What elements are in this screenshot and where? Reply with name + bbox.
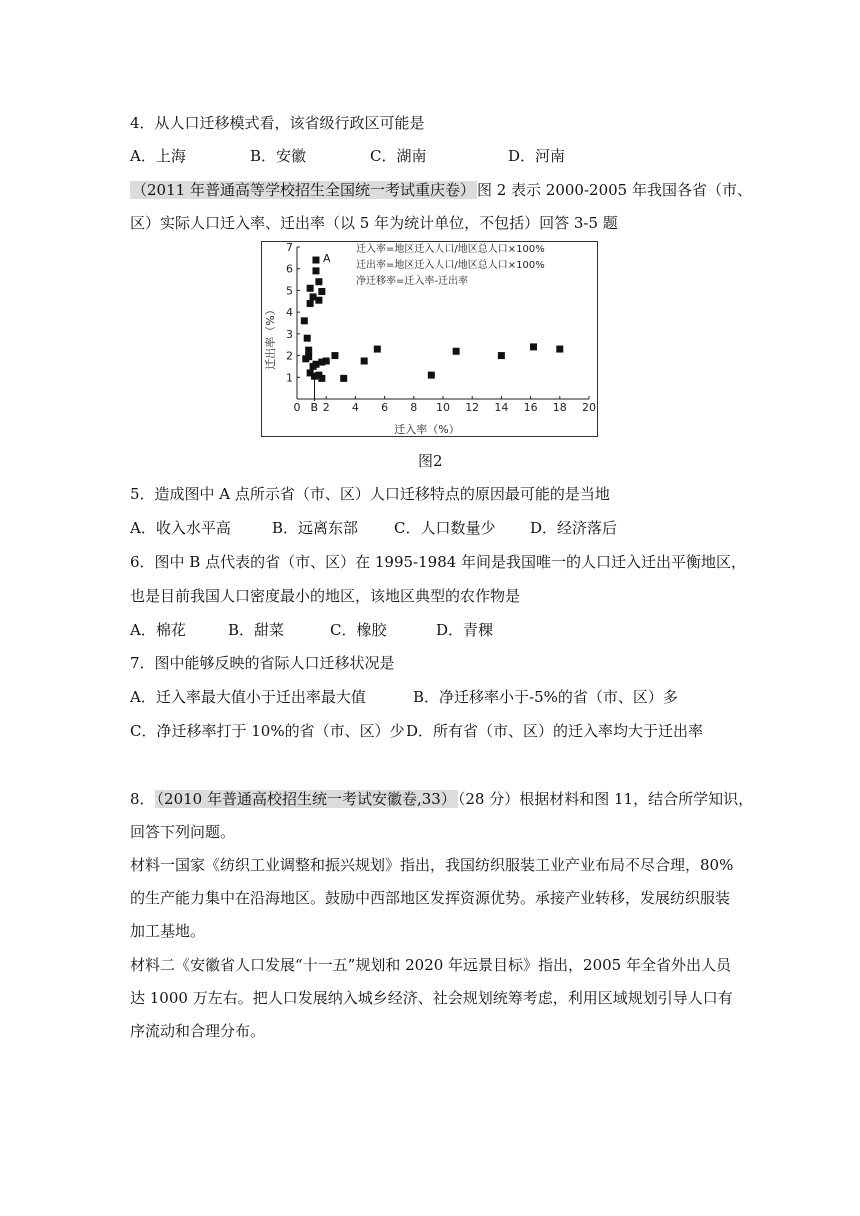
material-2-line2: 达 1000 万左右。把人口发展纳入城乡经济、社会规划统筹考虑，利用区域规划引导人口有 <box>130 989 733 1007</box>
q5-options <box>130 518 730 538</box>
figure-caption: 图2 <box>418 452 443 470</box>
q7-option-c: C．净迁移率打于 10%的省（市、区）少 <box>130 722 405 740</box>
q6-option-d: D．青稞 <box>436 621 494 639</box>
data-point <box>361 358 368 365</box>
data-point <box>315 278 322 285</box>
x-tick-label: 14 <box>494 401 509 414</box>
q8-number: 8． <box>130 790 155 808</box>
note-line-3: 净迁移率=迁入率-迁出率 <box>356 276 468 287</box>
q7-options-row1 <box>130 687 730 707</box>
data-point <box>556 346 563 353</box>
note-line-2: 迁出率=地区迁入人口/地区总人口×100% <box>356 260 545 271</box>
q8-source-tag: （2010 年普通高校招生统一考试安徽卷,33） <box>156 790 456 808</box>
data-point <box>307 285 314 292</box>
annotation-b: B <box>310 401 319 414</box>
data-point <box>498 352 505 359</box>
source-2011-line1 <box>130 180 752 200</box>
q8-line1 <box>130 789 753 809</box>
data-point <box>331 352 338 359</box>
source-2011-tag: （2011 年普通高等学校招生全国统一考试重庆卷） <box>132 181 475 199</box>
q4-option-a: A．上海 <box>130 147 186 165</box>
x-tick-label: 20 <box>582 401 596 414</box>
x-tick-label: 0 <box>293 401 301 414</box>
q4-option-c: C．湖南 <box>370 147 427 165</box>
data-point <box>312 257 319 264</box>
y-tick-label: 5 <box>286 284 293 298</box>
q4-option-b: B．安徽 <box>250 147 307 165</box>
material-1-line1: 材料一国家《纺织工业调整和振兴规划》指出，我国纺织服装工业产业布局不尽合理，80% <box>130 856 734 874</box>
x-tick-label: 10 <box>436 401 450 414</box>
q7-stem: 7．图中能够反映的省际人口迁移状况是 <box>130 654 395 672</box>
q4-stem: 4．从人口迁移模式看，该省级行政区可能是 <box>130 114 425 132</box>
y-tick-label: 3 <box>286 327 293 341</box>
data-point <box>530 343 537 350</box>
q7-options-row2 <box>130 721 730 741</box>
data-point <box>301 317 308 324</box>
q6-line1: 6．图中 B 点代表的省（市、区）在 1995-1984 年间是我国唯一的人口迁入迁出平衡地区， <box>130 553 747 571</box>
q7-option-d: D．所有省（市、区）的迁入率均大于迁出率 <box>406 722 704 740</box>
q8-line2: 回答下列问题。 <box>130 823 236 841</box>
material-1-line2: 的生产能力集中在沿海地区。鼓励中西部地区发挥资源优势。承接产业转移，发展纺织服装 <box>130 889 731 907</box>
material-1-line3: 加工基地。 <box>130 922 206 940</box>
q5-option-c: C．人口数量少 <box>394 519 496 537</box>
q4-options <box>130 146 730 166</box>
data-point <box>453 348 460 355</box>
data-point <box>305 347 312 354</box>
y-tick-label: 7 <box>286 242 293 254</box>
material-2-line1: 材料二《安徽省人口发展“十一五”规划和 2020 年远景目标》指出，2005 年全省外出人员 <box>130 956 731 974</box>
material-2-line3: 序流动和合理分布。 <box>130 1022 266 1040</box>
q7-option-a: A．迁入率最大值小于迁出率最大值 <box>130 688 366 706</box>
scatter-plot <box>262 242 597 436</box>
q5-option-b: B．远离东部 <box>272 519 359 537</box>
x-tick-label: 8 <box>410 401 418 414</box>
q6-options <box>130 620 730 640</box>
note-line-1: 迁入率=地区迁入人口/地区总人口×100% <box>356 244 545 255</box>
y-tick-label: 6 <box>286 262 293 276</box>
data-point <box>374 346 381 353</box>
y-tick-label: 1 <box>286 371 293 385</box>
data-point <box>340 375 347 382</box>
q8-rest: （28 分）根据材料和图 11，结合所学知识， <box>457 790 754 808</box>
x-tick-label: 12 <box>465 401 480 414</box>
y-tick-label: 4 <box>286 306 293 320</box>
q6-line2: 也是目前我国人口密度最小的地区，该地区典型的农作物是 <box>130 587 521 605</box>
x-tick-label: 18 <box>552 401 567 414</box>
q4-option-d: D．河南 <box>508 147 566 165</box>
x-tick-label: 2 <box>322 401 330 414</box>
x-tick-label: 6 <box>381 401 389 414</box>
q6-option-a: A．棉花 <box>130 621 186 639</box>
q5-option-a: A．收入水平高 <box>130 519 231 537</box>
q6-option-b: B．甜菜 <box>228 621 285 639</box>
x-tick-label: 16 <box>523 401 538 414</box>
annotation-a: A <box>322 252 331 266</box>
source-2011-line2: 区）实际人口迁入率、迁出率（以 5 年为统计单位，不包括）回答 3-5 题 <box>130 214 618 232</box>
data-point <box>304 335 311 342</box>
data-point <box>318 288 325 295</box>
data-point <box>307 300 314 307</box>
source-2011-rest: 图 2 表示 2000-2005 年我国各省（市、 <box>476 181 752 199</box>
y-tick-label: 2 <box>286 349 293 363</box>
q6-option-c: C．橡胶 <box>330 621 387 639</box>
data-point <box>428 372 435 379</box>
x-tick-label: 4 <box>351 401 359 414</box>
x-axis-label: 迁入率（%） <box>394 423 460 436</box>
data-point <box>312 267 319 274</box>
data-point <box>318 375 325 382</box>
data-point <box>323 358 330 365</box>
y-axis-label: 迁出率（%） <box>264 304 277 370</box>
q7-option-b: B．净迁移率小于-5%的省（市、区）多 <box>413 688 678 706</box>
q5-option-d: D．经济落后 <box>530 519 618 537</box>
data-point <box>315 297 322 304</box>
figure-2-chart <box>261 241 598 437</box>
q5-stem: 5．造成图中 A 点所示省（市、区）人口迁移特点的原因最可能的是当地 <box>130 485 610 503</box>
data-point <box>302 355 309 362</box>
